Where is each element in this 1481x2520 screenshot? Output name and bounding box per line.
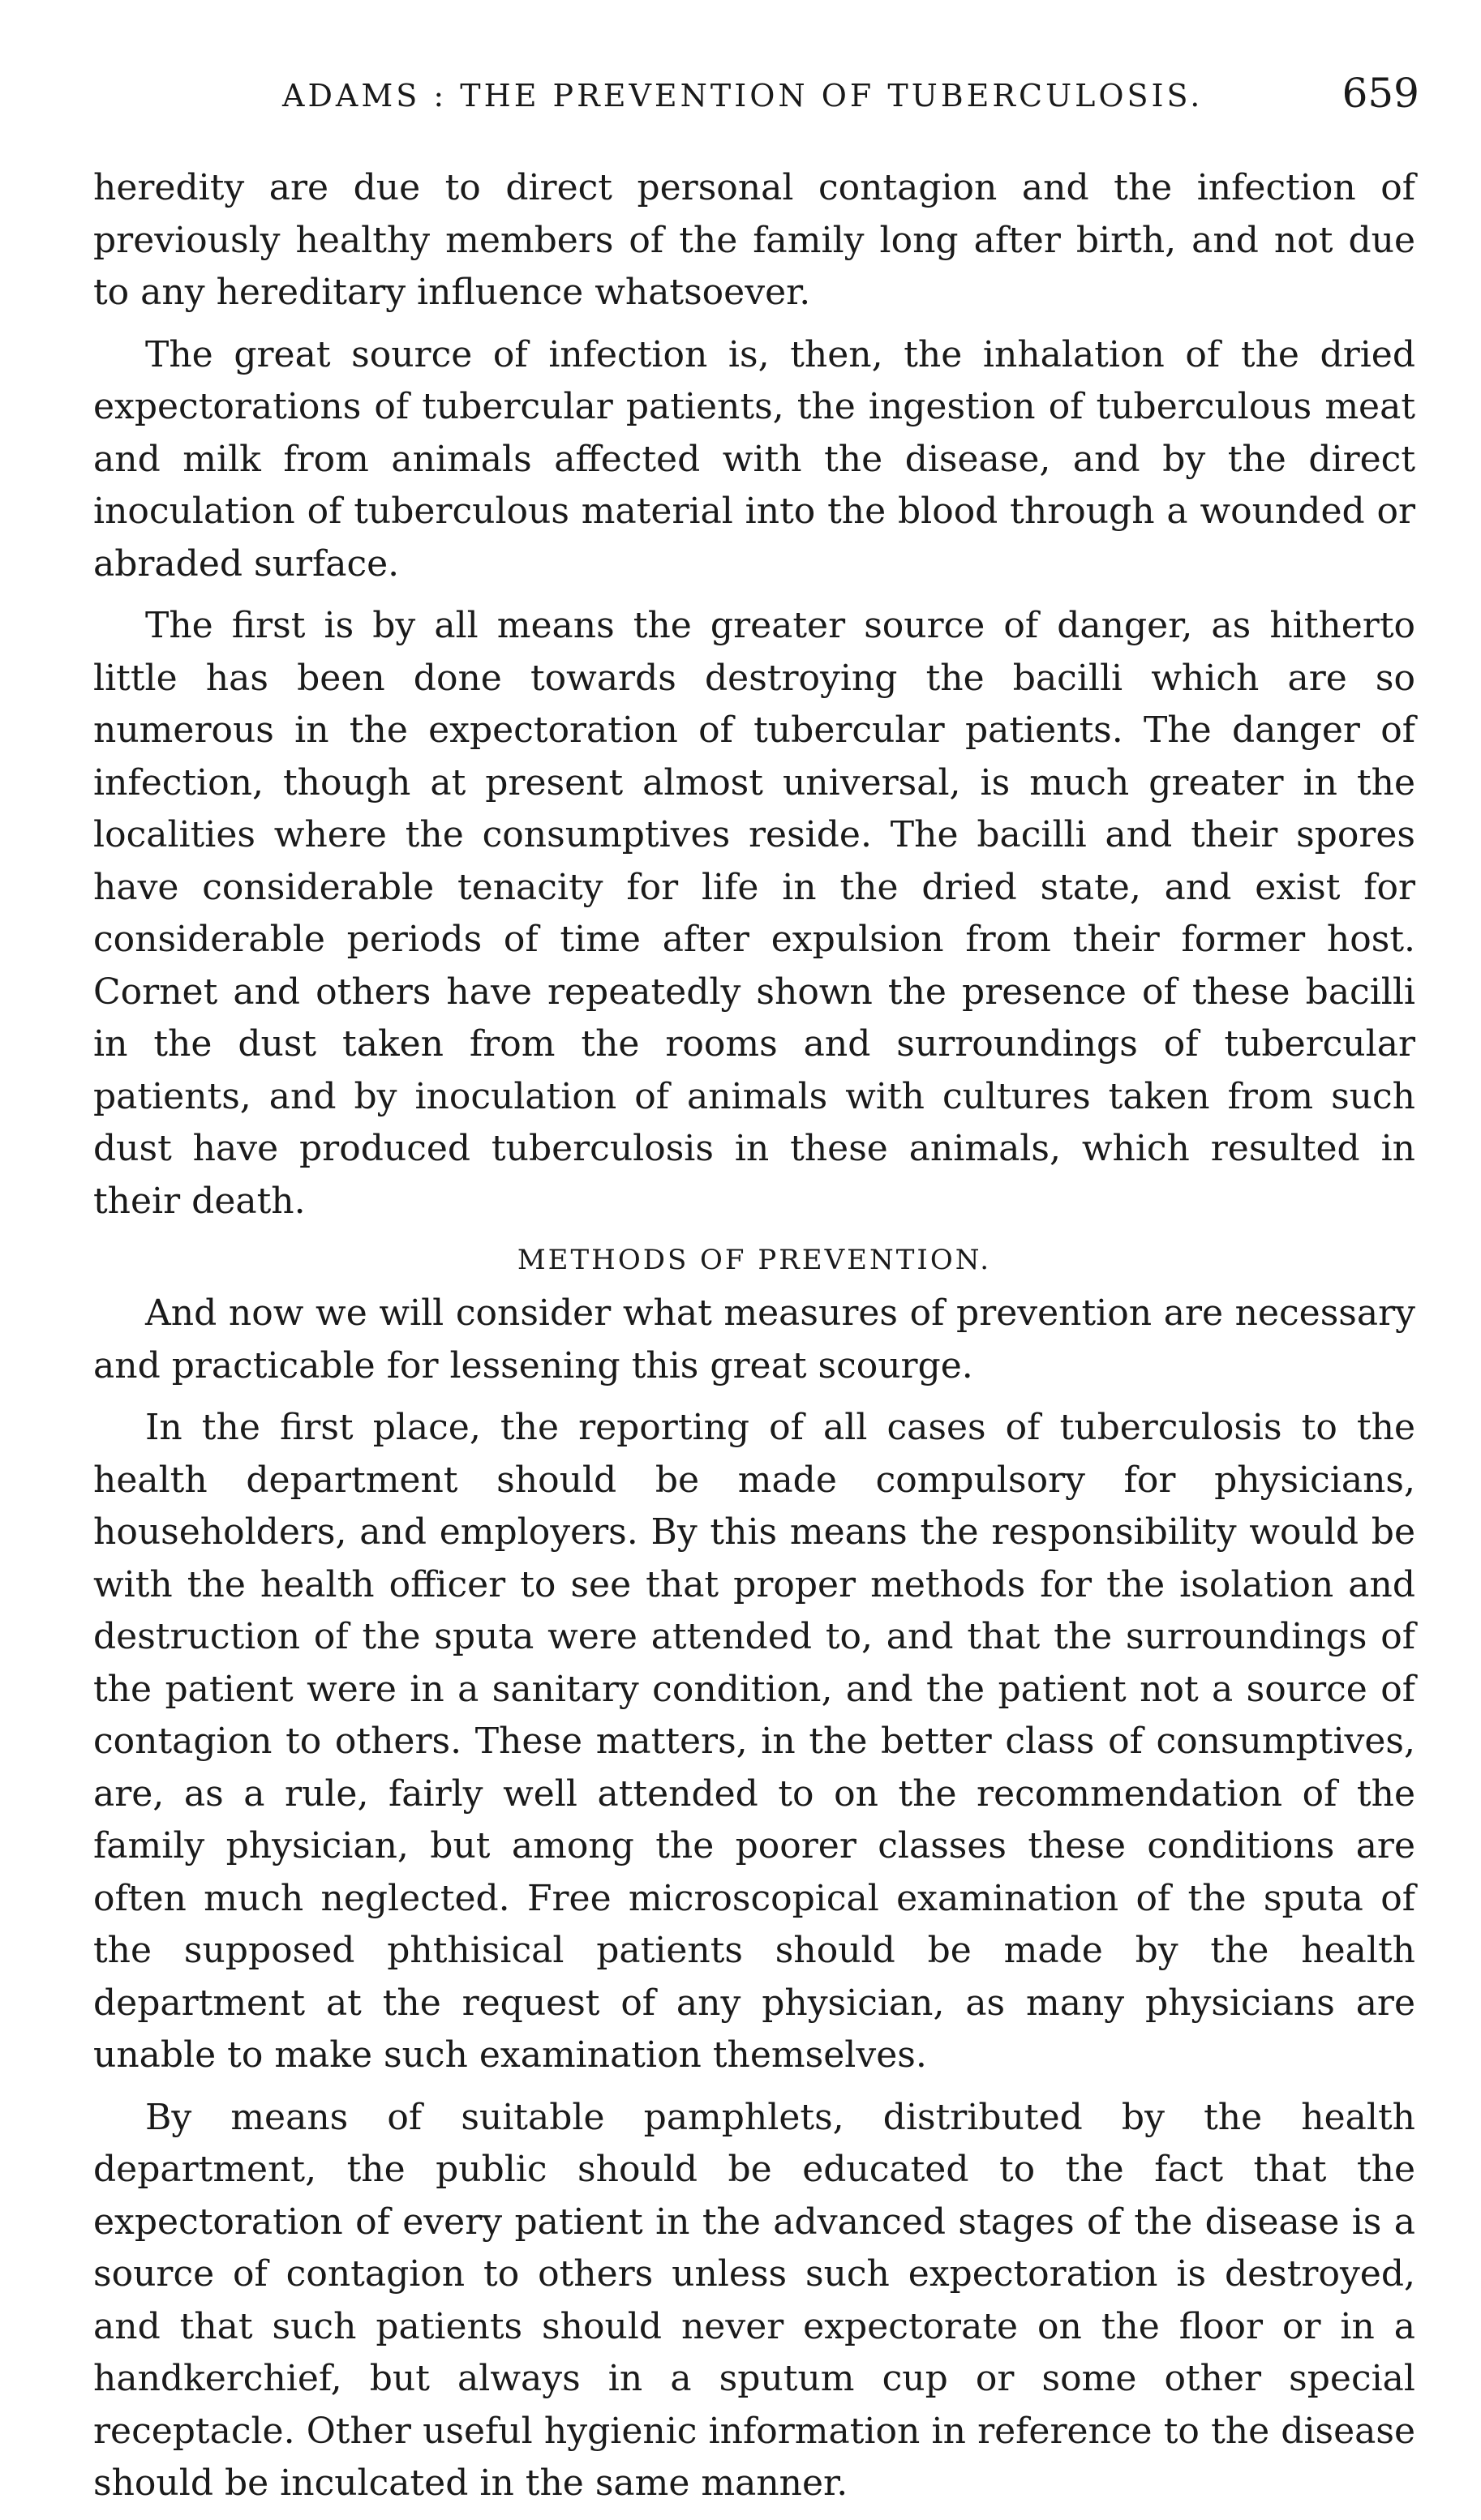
body-text — [93, 162, 1415, 2520]
paragraph-measures: And now we will consider what measures of prevention are necessary and practicable for lessening this great scourge. — [93, 1292, 1415, 1386]
paragraph-greater-danger: The first is by all means the greater source of danger, as hitherto little has been done towards destroying the bacilli which are so numerous in the expectoration of tubercular patients. The danger of infection, though at present almost universal, is much greater in the localities where the consumptives reside. The bacilli and their spores have considerable tenacity for life in the dried state, and exist for considerable periods of time after expulsion from their former host. Cornet and others have repeatedly shown the presence of these bacilli in the dust taken from the rooms and surroundings of tubercular patients, and by inoculation of animals with cultures taken from such dust have produced tuberculosis in these animals, which resulted in their death. — [93, 605, 1415, 1222]
paragraph-continued: heredity are due to direct personal contagion and the infection of previously healthy members of the family long after birth, and not due to any hereditary influence whatsoever. — [93, 167, 1415, 313]
paragraph-reporting: In the first place, the reporting of all cases of tuberculosis to the health department should be made compulsory for physicians, householders, and employers. By this means the responsibility would be with the health officer to see that proper methods for the isolation and destruction of the sputa were attended to, and that the surroundings of the patient were in a sanitary condition, and the patient not a source of contagion to others. These matters, in the better class of consumptives, are, as a rule, fairly well attended to on the recommendation of the family physician, but among the poorer classes these conditions are often much neglected. Free microscopical examination of the sputa of the supposed phthisical patients should be made by the health department at the request of any physician, as many physicians are unable to make such examination themselves. — [93, 1407, 1415, 2076]
running-header — [89, 70, 1419, 126]
paragraph-pamphlets: By means of suitable pamphlets, distributed by the health department, the public should be educated to the fact that the expectoration of every patient in the advanced stages of the disease is a source of contagion to others unless such expectoration is destroyed, and that such patients should never expectorate on the floor or in a handkerchief, but always in a sputum cup or some other special receptacle. Other useful hygienic information in reference to the disease should be inculcated in the same manner. — [93, 2096, 1415, 2504]
section-heading: METHODS OF PREVENTION. — [517, 1244, 992, 1276]
running-title: ADAMS : THE PREVENTION OF TUBERCULOSIS. — [282, 78, 1204, 114]
page-number: 659 — [1341, 70, 1419, 117]
paragraph-source-of-infection: The great source of infection is, then, the inhalation of the dried expectorations of tubercular patients, the ingestion of tuberculous meat and milk from animals affected with the disease, and by the direct inoculation of tuberculous material into the blood through a wounded or abraded surface. — [93, 333, 1415, 585]
